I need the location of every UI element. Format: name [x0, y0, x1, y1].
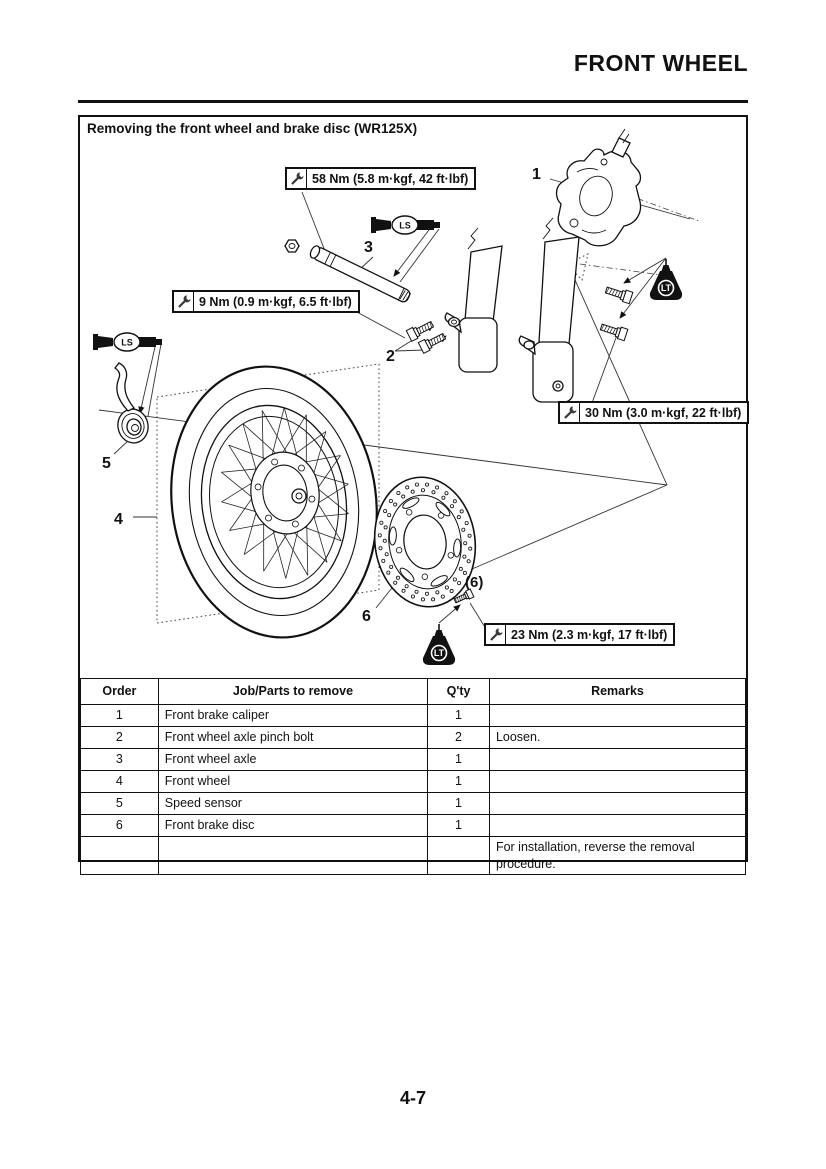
part-label-3: 3	[364, 239, 373, 256]
torque-value: 9 Nm (0.9 m·kgf, 6.5 ft·lbf)	[199, 294, 352, 309]
table-row	[81, 727, 746, 749]
table-row	[81, 771, 746, 793]
cell-job: Front wheel axle pinch bolt	[158, 727, 427, 749]
torque-value: 30 Nm (3.0 m·kgf, 22 ft·lbf)	[585, 405, 742, 420]
torque-callout-disc-bolt	[484, 623, 675, 646]
table-row	[81, 837, 746, 875]
cell-order: 3	[81, 749, 159, 771]
cell-job: Speed sensor	[158, 793, 427, 815]
cell-qty	[428, 837, 490, 875]
sensor-cable	[115, 363, 134, 411]
caliper-bolt-2	[599, 321, 627, 340]
col-header-remarks: Remarks	[489, 679, 745, 705]
ls-label-left: LS	[121, 337, 133, 348]
torque-callout-axle	[285, 167, 476, 190]
cell-order: 5	[81, 793, 159, 815]
torque-callout-caliper-bolt	[558, 401, 749, 424]
table-row	[81, 749, 746, 771]
cell-qty: 1	[428, 771, 490, 793]
cell-qty: 1	[428, 815, 490, 837]
cell-job: Front brake caliper	[158, 705, 427, 727]
header-rule	[78, 100, 748, 103]
torque-wrench-icon	[486, 625, 506, 644]
torque-callout-pinch-bolt	[172, 290, 360, 313]
ls-icon	[371, 216, 440, 234]
cell-qty: 1	[428, 749, 490, 771]
cell-job: Front wheel axle	[158, 749, 427, 771]
cell-order: 2	[81, 727, 159, 749]
cell-remarks: For installation, reverse the removal procedure.	[489, 837, 745, 875]
cell-qty: 1	[428, 793, 490, 815]
front-wheel-drawing	[154, 353, 394, 651]
cell-job	[158, 837, 427, 875]
lt-label-bottom: LT	[433, 648, 445, 658]
table-row	[81, 815, 746, 837]
cell-order	[81, 837, 159, 875]
cell-remarks	[489, 705, 745, 727]
part-label-5: 5	[102, 455, 111, 472]
fork-legs-drawing	[445, 218, 579, 402]
pinch-bolt-1	[406, 319, 435, 341]
page-number: 4-7	[399, 1088, 426, 1108]
part-label-1: 1	[532, 166, 541, 183]
torque-wrench-icon	[287, 169, 307, 188]
cell-job: Front brake disc	[158, 815, 427, 837]
torque-value: 58 Nm (5.8 m·kgf, 42 ft·lbf)	[312, 171, 469, 186]
axle-nut	[285, 240, 299, 252]
brake-caliper-drawing	[557, 129, 641, 246]
cell-remarks: Loosen.	[489, 727, 745, 749]
torque-value: 23 Nm (2.3 m·kgf, 17 ft·lbf)	[511, 627, 668, 642]
cell-order: 4	[81, 771, 159, 793]
cell-remarks	[489, 749, 745, 771]
parts-table	[80, 678, 746, 875]
cell-remarks	[489, 815, 745, 837]
torque-wrench-icon	[560, 403, 580, 422]
lt-icon	[423, 624, 455, 665]
part-label-6: 6	[362, 608, 371, 625]
cell-qty: 1	[428, 705, 490, 727]
lt-label-top: LT	[660, 283, 672, 293]
table-header-row	[81, 679, 746, 705]
col-header-qty: Q'ty	[428, 679, 490, 705]
part-label-4: 4	[114, 511, 123, 528]
table-row	[81, 793, 746, 815]
table-row	[81, 705, 746, 727]
cell-remarks	[489, 771, 745, 793]
speed-sensor-drawing	[115, 363, 151, 446]
col-header-job: Job/Parts to remove	[158, 679, 427, 705]
cell-remarks	[489, 793, 745, 815]
page-title: FRONT WHEEL	[573, 50, 748, 76]
cell-order: 6	[81, 815, 159, 837]
cell-order: 1	[81, 705, 159, 727]
ls-icon	[93, 333, 162, 351]
col-header-order: Order	[81, 679, 159, 705]
part-label-2: 2	[386, 348, 395, 365]
cell-job: Front wheel	[158, 771, 427, 793]
torque-wrench-icon	[174, 292, 194, 311]
pinch-bolt-2	[418, 331, 447, 353]
exploded-diagram	[80, 117, 746, 677]
figure-box	[78, 115, 748, 871]
part-label-6b: (6)	[465, 574, 484, 591]
cell-qty: 2	[428, 727, 490, 749]
figure-title: Removing the front wheel and brake disc (WR125X)	[87, 121, 418, 136]
ls-label-top: LS	[399, 220, 411, 231]
caliper-bolt-1	[604, 284, 632, 303]
